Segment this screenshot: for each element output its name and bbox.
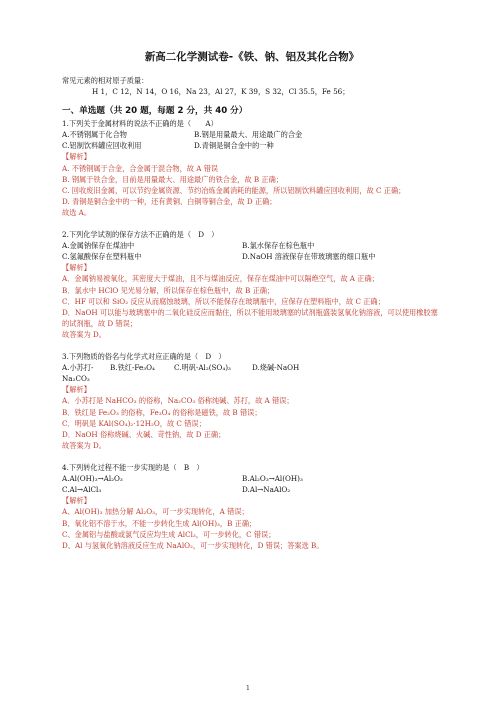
page-title: 新高二化学测试卷-《铁、钠、铝及其化合物》 [144, 51, 360, 63]
question-1-options [62, 129, 442, 151]
analysis-label: 【解析】 [62, 263, 91, 273]
option-a: A.Al(OH)₃→Al₂O₃ [62, 473, 123, 483]
explanation-line: A．金属钠易被氧化，其密度大于煤油，且不与煤油反应，保存在煤油中可以隔绝空气，故 A 正确； [62, 274, 379, 284]
explanation-line: B. 钢属于铁合金，目前是用量最大、用途最广的铁合金，故 B 正确； [62, 174, 283, 184]
answer-line: 故答案为 D。 [62, 330, 106, 340]
intro-text: 常见元素的相对原子质量： [62, 76, 149, 86]
atomic-masses: H 1，C 12，N 14，O 16，Na 23，Al 27，K 39，S 32，Cl 35.5，Fe 56； [92, 87, 350, 97]
option-d: D.Al→NaAlO₂ [242, 484, 291, 494]
section-heading: 一、单选题（共 20 题，每题 2 分，共 40 分） [62, 105, 248, 116]
option-c: C.铝制饮料罐应回收利用 [62, 141, 142, 151]
explanation-line: C. 回收废旧金属，可以节约金属资源、节约冶炼金属消耗的能源，所以铝制饮料罐应回收利用，故 C 正确； [62, 186, 406, 196]
explanation-line: D、Al 与氢氧化钠溶液反应生成 NaAlO₂，可一步实现转化，D 错误；答案选 B。 [62, 540, 324, 550]
explanation-line: C、金属铝与盐酸或氯气反应均生成 AlCl₃，可一步转化，C 错误； [62, 529, 276, 539]
option-d: D.青铜是铜合金中的一种 [194, 141, 274, 151]
option-b: B.铁红-Fe₃O₄ [110, 362, 155, 372]
analysis-label: 【解析】 [62, 152, 91, 162]
option-b: B.氯水保存在棕色瓶中 [242, 240, 315, 250]
explanation-line: C．HF 可以和 SiO₂ 反应从而腐蚀玻璃，所以不能保存在玻璃瓶中，应保存在塑料瓶中，故 C 正确； [62, 296, 385, 306]
document-page [62, 52, 442, 551]
explanation-line: B．铁红是 Fe₂O₃ 的俗称，Fe₃O₄ 的俗称是磁铁，故 B 错误； [62, 407, 262, 417]
explanation-line: B、氧化铝不溶于水，不能一步转化生成 Al(OH)₃，B 正确； [62, 518, 257, 528]
explanation-line: D．NaOH 可以能与玻璃塞中的二氧化硅反应而黏住，所以不能用玻璃塞的试剂瓶盛装氢氧化钠溶液，可以使用橡胶塞的试剂瓶，故 D 错误； [62, 308, 438, 329]
question-3-options [62, 362, 442, 384]
explanation-line: C．明矾是 KAl(SO₄)₂·12H₂O，故 C 错误； [62, 418, 206, 428]
question-2-options [62, 240, 442, 262]
answer-line: 故选 A。 [62, 208, 92, 218]
page-number: 1 [245, 684, 251, 692]
explanation-line: D. 青铜是铜合金中的一种，还有黄铜、白铜等铜合金，故 D 正确； [62, 197, 277, 207]
question-1-stem: 1.下列关于金属材料的说法不正确的是（ A） [62, 118, 218, 128]
explanation-line: A．小苏打是 NaHCO₃ 的俗称，Na₂CO₃ 俗称纯碱、苏打，故 A 错误； [62, 396, 294, 406]
option-a: A.不锈钢属于化合物 [62, 130, 127, 140]
option-b: B.Al₂O₃→Al(OH)₃ [242, 473, 303, 483]
analysis-label: 【解析】 [62, 385, 91, 395]
explanation-line: A、Al(OH)₃ 加热分解 Al₂O₃，可一步实现转化，A 错误； [62, 507, 249, 517]
explanation-line: B．氯水中 HClO 见光易分解，所以保存在棕色瓶中，故 B 正确； [62, 285, 275, 295]
question-4-options [62, 473, 442, 495]
option-a: A.金属钠保存在煤油中 [62, 240, 135, 250]
question-4-stem: 4.下列转化过程不能一步实现的是（ B ） [62, 462, 204, 472]
answer-line: 故答案为 D。 [62, 441, 106, 451]
explanation-line: A. 不锈钢属于合金，合金属于混合物，故 A 错误 [62, 163, 219, 173]
question-2-stem: 2.下列化学试剂的保存方法不正确的是（ D ） [62, 229, 219, 239]
option-d: D.烧碱-NaOH [252, 362, 300, 372]
option-c: C.Al→AlCl₃ [62, 484, 102, 494]
option-a: A.小苏打-Na₂CO₃ [62, 362, 94, 384]
option-c: C.氢氟酸保存在塑料瓶中 [62, 252, 142, 262]
question-3-stem: 3.下列物质的俗名与化学式对应正确的是（ D ） [62, 351, 226, 361]
analysis-label: 【解析】 [62, 496, 91, 506]
option-d: D.NaOH 溶液保存在带玻璃塞的细口瓶中 [242, 252, 376, 262]
option-c: C.明矾-Al₂(SO₄)₃ [174, 362, 231, 372]
explanation-line: D．NaOH 俗称烧碱、火碱、苛性钠，故 D 正确； [62, 430, 226, 440]
option-b: B.钢是用量最大、用途最广的合金 [194, 130, 303, 140]
